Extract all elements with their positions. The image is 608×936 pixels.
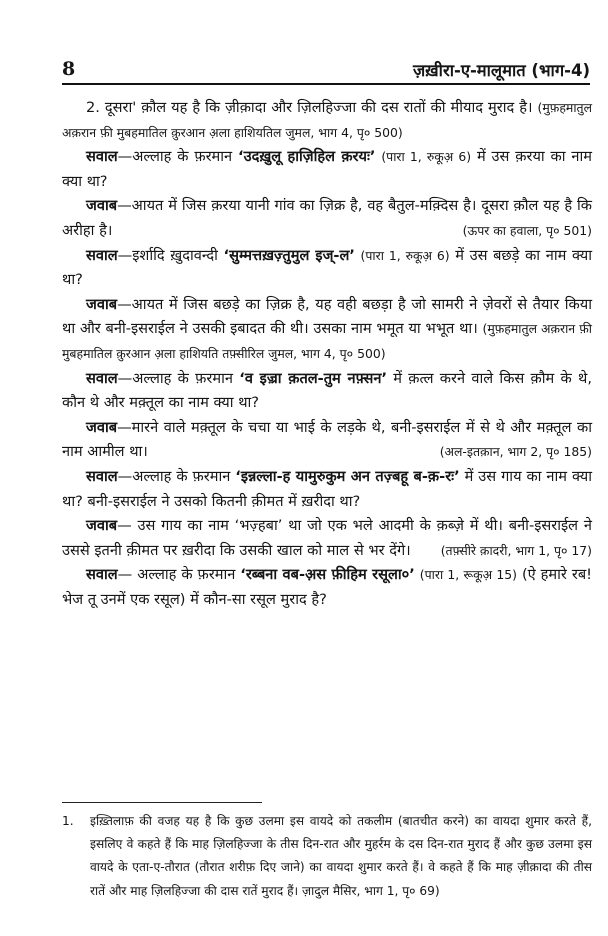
answer-paragraph	[62, 514, 592, 563]
page-number: 8	[62, 58, 76, 80]
answer-text: —आयत में जिस बछड़े का ज़िक्र है, यह वही बछड़ा है जो सामरी ने ज़ेवरों से तैयार किया था और बनी-इसराईल ने उसकी इबादत की थी। उसका नाम भमूत या भभूत था।	[62, 295, 592, 338]
answer-label: जवाब	[86, 517, 118, 535]
source-citation: (पारा 1, रूकूअ़ 15)	[419, 567, 517, 583]
answer-text: —आयत में जिस क़रया यानी गांव का ज़िक्र है, वह बैतुल-मक़्दिस है। दूसरा क़ौल यह है कि अरीहा है।	[62, 197, 592, 239]
running-title: ज़ख़ीरा-ए-मालूमात (भाग-4)	[412, 61, 590, 80]
answer-label: जवाब	[86, 418, 118, 436]
question-paragraph	[62, 367, 592, 416]
quranic-quote: ‘उदख़ुलू हाज़िहिल क़रयः’	[238, 148, 376, 166]
quranic-quote: ‘रब्बना वब-अ़स फ़ीहिम रसूला०’	[240, 566, 415, 584]
question-paragraph	[62, 244, 592, 293]
question-text: —अल्लाह के फ़रमान	[117, 148, 239, 166]
answer-label: जवाब	[86, 197, 118, 215]
question-text: —अल्लाह के फ़रमान	[117, 467, 236, 485]
answer-paragraph	[62, 194, 592, 243]
source-citation: (मुफ़हमातुल अक़रान फ़ी मुबहमातिल क़ुरआन अ़ला हाशियति तफ़्सीरिल जुमल, भाग 4, पृ० 500)	[62, 321, 593, 361]
answer-text: — उस गाय का नाम ‘भज़्हबा’ था जो एक भले आदमी के क़ब्ज़े में थी। बनी-इसराईल ने उससे इतनी क़ीमत पर ख़रीदा कि उसकी खाल को माल से भर देंगे।	[62, 517, 592, 559]
answer-paragraph	[62, 416, 592, 465]
page-header	[62, 56, 590, 86]
question-label: सवाल	[86, 148, 118, 166]
question-text: में क़त्ल करने वाले किस क़ौम के थे, कौन थे और मक़्तूल का नाम क्या था?	[62, 369, 592, 412]
question-paragraph	[62, 145, 592, 194]
footnote-text: इख़्तिलाफ़ की वजह यह है कि कुछ उलमा इस वायदे को तकलीम (बातचीत करने) का वायदा शुमार करते हैं, इसलिए वे कहते हैं कि माह ज़िलहिज्जा के तीस दिन-रात और मुहर्रम के दस दिन-रात मुराद हैं और कुछ उलमा इस वायदे के एता-ए-तौरात (तौरात शरीफ़ दिए जाने) का वायदा शुमार करते हैं। वे कहते हैं कि माह ज़ीक़ादा की तीस रातें और माह ज़िलहिज्जा की दास रातें मुराद हैं। ज़ादुल मैसिर, भाग 1, पृ० 69)	[90, 814, 592, 898]
source-citation: (अल-इतक़ान, भाग 2, पृ० 185)	[439, 444, 592, 460]
question-text: —इर्शादि ख़ुदावन्दी	[117, 246, 224, 264]
question-text: में उस क़रया का नाम क्या था?	[62, 148, 593, 190]
header-rule	[62, 83, 590, 85]
footnote-marker: 1.	[62, 814, 74, 828]
question-text: में उस बछड़े का नाम क्या था?	[62, 246, 593, 289]
footnote-paragraph	[62, 810, 592, 903]
quranic-quote: ‘व इज़्रा क़तल-तुम नफ़्सन’	[239, 369, 388, 387]
answer-text: —मारने वाले मक़्तूल के चचा या भाई के लड़के थे, बनी-इसराईल में से थे और मक़्तूल का नाम आमील था।	[62, 418, 592, 461]
question-text: —अल्लाह के फ़रमान	[117, 369, 240, 387]
quranic-quote: ‘सुम्मत्तख़ज़्तुमुल इज्-ल’	[223, 246, 355, 264]
source-citation: (पारा 1, रुकूअ़ 6)	[381, 149, 472, 165]
source-citation: (मुफ़हमातुल अक़रान फ़ी मुबहमातिल क़ुरआन अ़ला हाशियतिल जुमल, भाग 4, पृ० 500)	[62, 100, 592, 140]
body-text	[62, 96, 592, 612]
paragraph-text: 2. दूसरा' क़ौल यह है कि ज़ीक़ादा और ज़िलहिज्जा की दस रातों की मीयाद मुराद है।	[86, 99, 533, 116]
question-paragraph	[62, 465, 592, 514]
quranic-quote: ‘इन्नल्ला-ह यामुरुकुम अन तज़्बहू ब-क़-रः’	[235, 467, 460, 485]
question-text: में उस गाय का नाम क्या था? बनी-इसराईल ने उसको कितनी क़ीमत में ख़रीदा था?	[62, 467, 593, 510]
source-citation: (ऊपर का हवाला, पृ० 501)	[462, 222, 592, 238]
answer-paragraph	[62, 293, 592, 367]
source-citation: (पारा 1, रुकूअ़ 6)	[360, 247, 450, 263]
answer-label: जवाब	[86, 295, 118, 313]
question-text: — अल्लाह के फ़रमान	[117, 566, 241, 584]
footnote	[62, 810, 592, 903]
question-paragraph	[62, 563, 592, 612]
question-label: सवाल	[86, 566, 118, 584]
question-label: सवाल	[86, 369, 118, 387]
footnote-rule	[62, 802, 262, 803]
question-label: सवाल	[86, 246, 118, 264]
question-text: (ऐ हमारे रब! भेज तू उनमें एक रसूल) में कौन-सा रसूल मुराद है?	[62, 566, 593, 608]
question-label: सवाल	[86, 467, 118, 485]
source-citation: (तफ़्सीरे क़ादरी, भाग 1, पृ० 17)	[440, 542, 592, 558]
paragraph-opinion-2	[62, 96, 592, 145]
